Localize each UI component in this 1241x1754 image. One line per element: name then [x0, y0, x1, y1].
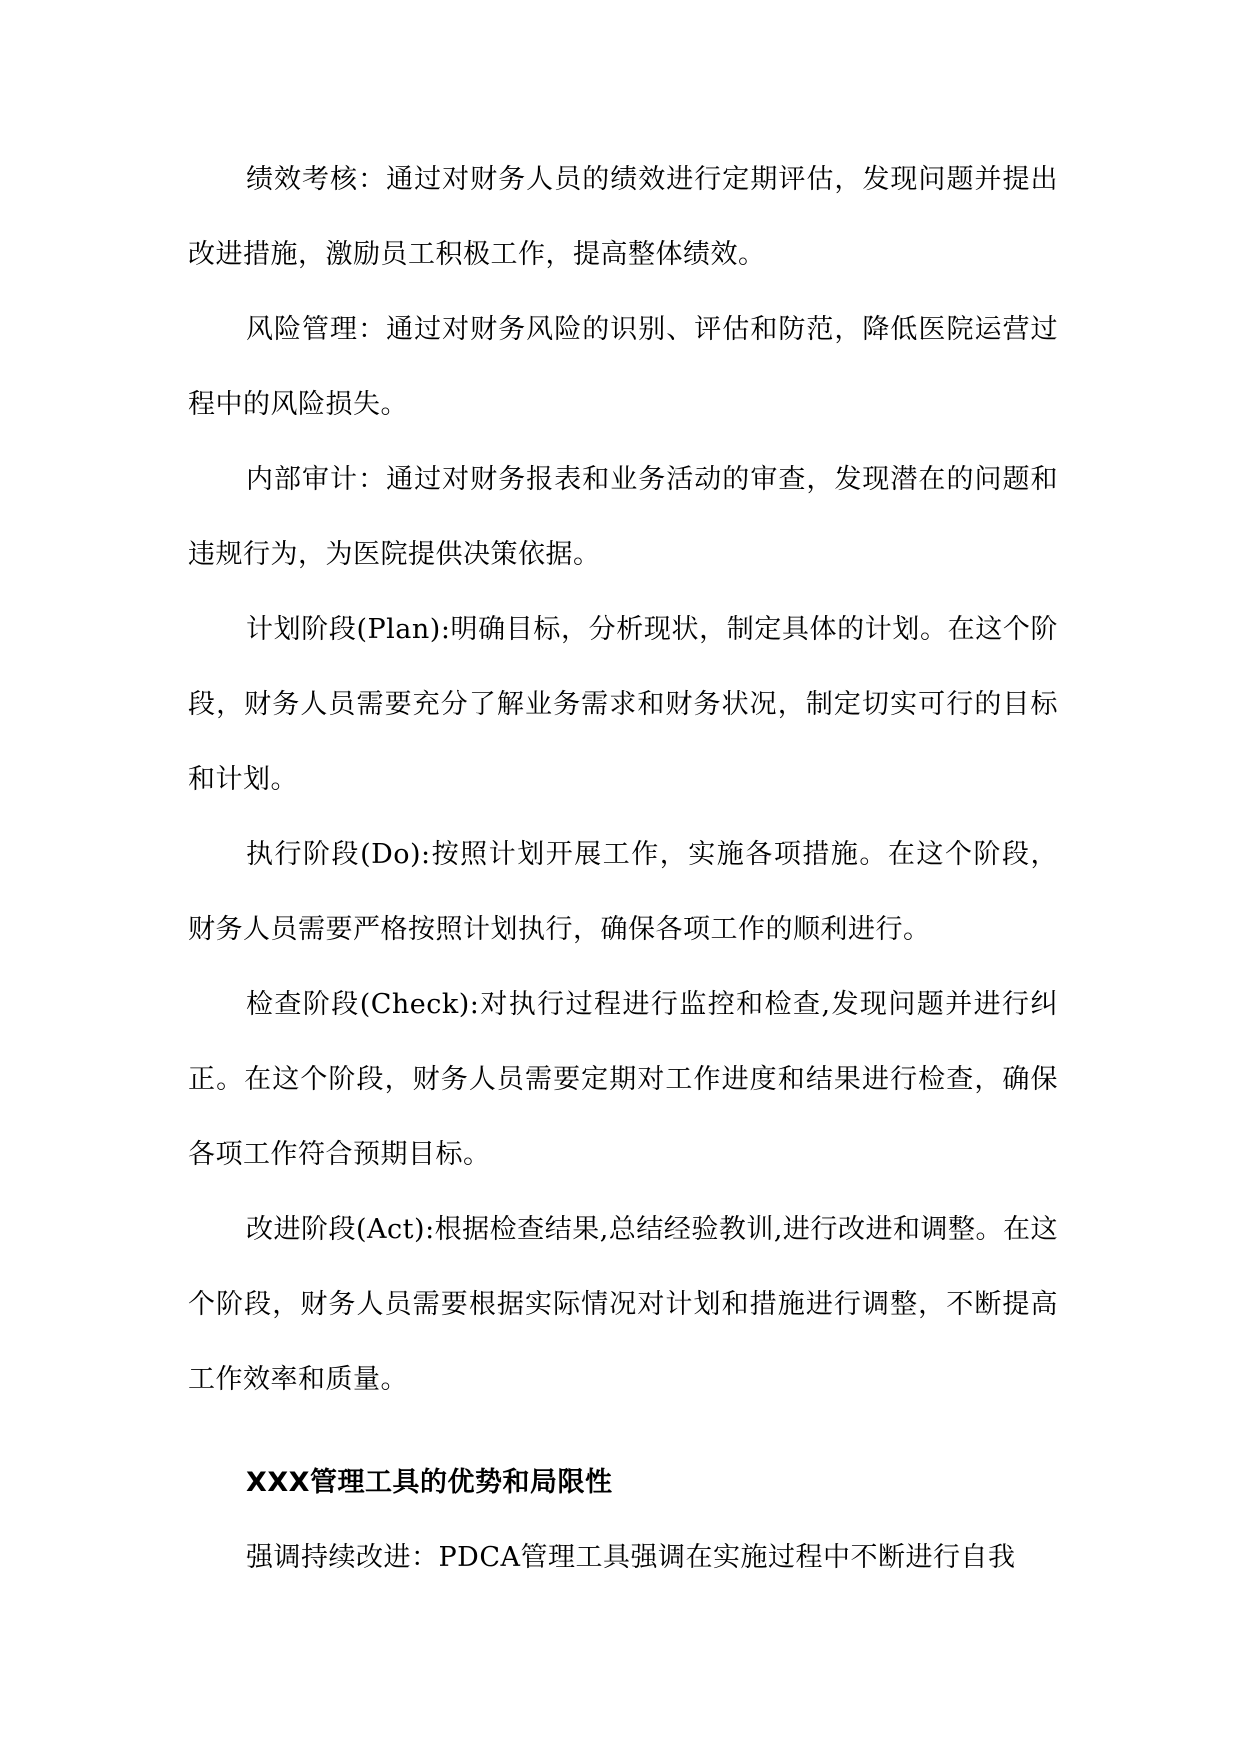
- document-body: [188, 142, 1058, 1595]
- paragraph-risk-management: 风险管理：通过对财务风险的识别、评估和防范，降低医院运营过程中的风险损失。: [188, 314, 1058, 420]
- paragraph-continuous-improvement: 强调持续改进：PDCA管理工具强调在实施过程中不断进行自我: [246, 1542, 1016, 1573]
- paragraph-internal-audit: 内部审计：通过对财务报表和业务活动的审查，发现潜在的问题和违规行为，为医院提供决策依据。: [188, 464, 1058, 570]
- paragraph-act-stage: 改进阶段(Act):根据检查结果,总结经验教训,进行改进和调整。在这个阶段，财务人员需要根据实际情况对计划和措施进行调整，不断提高工作效率和质量。: [188, 1214, 1058, 1395]
- paragraph-plan-stage: 计划阶段(Plan):明确目标，分析现状，制定具体的计划。在这个阶段，财务人员需要充分了解业务需求和财务状况，制定切实可行的目标和计划。: [188, 614, 1058, 795]
- paragraph-performance-review: 绩效考核：通过对财务人员的绩效进行定期评估，发现问题并提出改进措施，激励员工积极工作，提高整体绩效。: [188, 164, 1058, 270]
- section-heading: XXX管理工具的优势和局限性: [246, 1467, 613, 1498]
- paragraph-do-stage: 执行阶段(Do):按照计划开展工作，实施各项措施。在这个阶段，财务人员需要严格按照计划执行，确保各项工作的顺利进行。: [188, 839, 1058, 945]
- paragraph-check-stage: 检查阶段(Check):对执行过程进行监控和检查,发现问题并进行纠正。在这个阶段，财务人员需要定期对工作进度和结果进行检查，确保各项工作符合预期目标。: [188, 989, 1058, 1170]
